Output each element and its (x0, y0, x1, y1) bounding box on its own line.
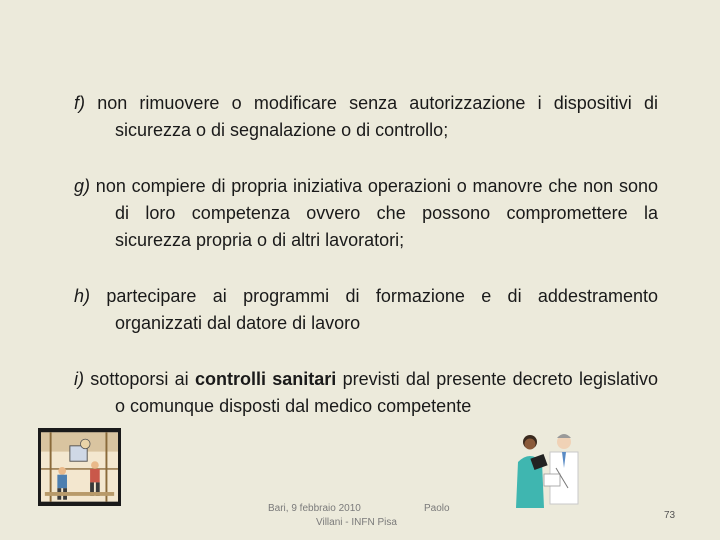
item-letter: f) (74, 93, 85, 113)
list-item-h (74, 283, 658, 337)
list-item-f (74, 90, 658, 144)
list-item-i (74, 366, 658, 420)
item-text-bold: controlli sanitari (194, 369, 337, 389)
item-text: non compiere di propria iniziativa operazioni o manovre che non sono di loro competenza ovvero che possono compromettere la sicurezza propria o di altri lavoratori; (90, 176, 658, 250)
page-number: 73 (664, 510, 676, 521)
footer-date: Bari, 9 febbraio 2010 (268, 503, 361, 514)
item-letter: i) (74, 369, 84, 389)
item-text-after: previsti dal presente decreto legislativo o comunque disposti dal medico competente (115, 369, 658, 416)
item-text-before: sottoporsi ai (84, 369, 195, 389)
doctors-clipart-drawing (510, 428, 592, 508)
footer-author: Paolo (424, 503, 450, 514)
workers-clipart-icon (38, 428, 121, 506)
list-item-g (74, 173, 658, 254)
obligations-list (74, 90, 658, 449)
item-letter: h) (74, 286, 91, 306)
footer-organization: Villani - INFN Pisa (316, 517, 397, 528)
item-letter: g) (74, 176, 91, 196)
doctors-clipart-icon (510, 428, 592, 508)
workers-clipart-drawing (41, 431, 118, 503)
item-text: partecipare ai programmi di formazione e di addestramento organizzati dal datore di lavoro (90, 286, 658, 333)
item-text: non rimuovere o modificare senza autorizzazione i dispositivi di sicurezza o di segnalazione o di controllo; (85, 93, 658, 140)
